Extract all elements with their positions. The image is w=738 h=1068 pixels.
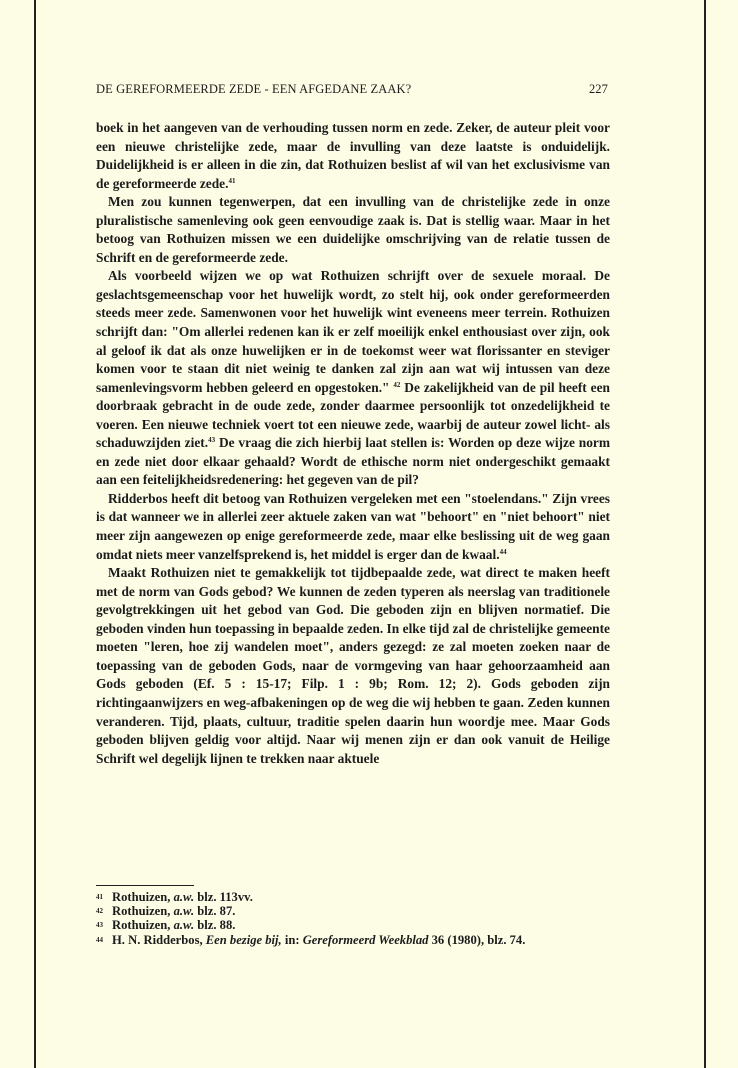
footnote	[96, 918, 610, 932]
footnote-text	[112, 933, 525, 947]
footnote-text-part: a.w.	[173, 918, 195, 933]
scan-border-right	[704, 0, 706, 1068]
page-number: 227	[588, 82, 608, 96]
body-text	[96, 119, 610, 768]
paragraph-text: Ridderbos heeft dit betoog van Rothuizen vergeleken met een "stoelendans." Zijn vrees is dat wanneer we in allerlei zeer aktuele zaken van wat "behoort" en "niet behoort" niet meer zijn aangewezen op enige gereformeerde zede, maar elke beslissing uit de weg gaan omdat niets meer vanzelfsprekend is, het middel is erger dan de kwaal.	[96, 490, 610, 562]
footnote-text-part: Gereformeerd Weekblad	[302, 932, 429, 947]
paragraph-text: Men zou kunnen tegenwerpen, dat een invulling van de christelijke zede in onze pluralistische samenleving ook geen eenvoudige zaak is. Dat is stellig waar. Maar in het betoog van Rothuizen missen we een duidelijke omschrijving van de relatie tussen de Schrift en de gereformeerde zede.	[96, 194, 610, 265]
footnote-marker: 42	[393, 380, 401, 389]
footnote-text	[112, 890, 253, 904]
footnote-text-part: in:	[281, 932, 303, 947]
paragraph	[96, 119, 610, 193]
footnote-text-part: blz. 87.	[194, 904, 236, 919]
footnote-text-part: 36 (1980), blz. 74.	[428, 932, 526, 947]
footnote-text	[112, 904, 235, 918]
paragraph-text: Als voorbeeld wijzen we op wat Rothuizen schrijft over de sexuele moraal. De geslachtsgemeenschap voor het huwelijk wordt, zo stelt hij, ook onder gereformeerden steeds meer zede. Samenwonen voor het huwelijk wint eveneens meer terrein. Rothuizen schrijft dan: "Om allerlei redenen kan ik er zelf moeilijk enkel enthousiast over zijn, ook al geloof ik dat als onze huwelijken er in de toekomst weer wat florissanter en steviger komen voor te staan dit niet weinig te danken zal zijn aan wat wij intussen van deze samenlevingsvorm hebben geleerd en opgestoken."	[96, 268, 610, 395]
footnote	[96, 890, 610, 904]
footnote	[96, 933, 610, 947]
scan-border-left	[34, 0, 36, 1068]
paragraph	[96, 490, 610, 564]
footnote-text-part: H. N. Ridderbos,	[112, 932, 206, 947]
footnote-text-part: blz. 88.	[194, 918, 236, 933]
footnote-text-part: Rothuizen,	[112, 904, 174, 919]
paragraph	[96, 564, 610, 768]
footnote-text-part: Rothuizen,	[112, 918, 174, 933]
footnotes	[96, 890, 610, 947]
footnote	[96, 904, 610, 918]
footnote-text-part: a.w.	[173, 890, 195, 904]
footnote-text-part: Een bezige bij,	[205, 932, 282, 947]
footnote-text-part: blz. 113vv.	[194, 890, 253, 904]
footnote-number: 43	[96, 921, 103, 930]
paragraph-text: De zakelijkheid van de pil heeft een doorbraak gebracht in de oude zede, zonder daarmee persoonlijk tot onzedelijkheid te voeren. Een nieuwe techniek voert tot een nieuwe zede, waarbij de auteur zowel licht- als schaduwzijden ziet.	[96, 379, 610, 451]
paragraph-text: De vraag die zich hierbij laat stellen is: Worden op deze wijze norm en zede niet door elkaar gehaald? Wordt de ethische norm niet ondergeschikt gemaakt aan een feitelijkheidsredenering: het gegeven van de pil?	[96, 435, 610, 488]
footnote-marker: 41	[228, 176, 236, 185]
page	[96, 82, 610, 768]
footnote-text-part: a.w.	[173, 904, 195, 919]
paragraph-text: Maakt Rothuizen niet te gemakkelijk tot tijdbepaalde zede, wat direct te maken heeft met de norm van Gods gebod? We kunnen de zeden typeren als neerslag van traditionele gevolgtrekkingen uit het gebod van God. Die geboden zijn en blijven normatief. Die geboden vinden hun toepassing in bepaalde zeden. In elke tijd zal de christelijke gemeente moeten "leren, hoe zij wandelen moet", anders gezegd: ze zal moeten zoeken naar de toepassing van de geboden Gods, naar de vormgeving van haar gehoorzaamheid aan Gods geboden (Ef. 5 : 15-17; Filp. 1 : 9b; Rom. 12; 2). Gods geboden zijn richtingaanwijzers en weg-afbakeningen op de weg die wij hebben te gaan. Zeden kunnen veranderen. Tijd, plaats, cultuur, traditie spelen daarin hun woordje mee. Maar Gods geboden blijven geldig voor altijd. Naar wij menen zijn er dan ook vanuit de Heilige Schrift wel degelijk lijnen te trekken naar aktuele	[96, 565, 610, 766]
footnote-rule	[96, 885, 194, 886]
running-head-title: DE GEREFORMEERDE ZEDE - EEN AFGEDANE ZAAK?	[96, 82, 412, 96]
paragraph-text: boek in het aangeven van de verhouding tussen norm en zede. Zeker, de auteur pleit voor een nieuwe christelijke zede, maar de invulling van deze laatste is onduidelijk. Duidelijkheid is er alleen in die zin, dat Rothuizen beslist af wil van het exclusivisme van de gereformeerde zede.	[96, 120, 610, 191]
paragraph	[96, 267, 610, 490]
footnote-text	[112, 918, 235, 932]
footnote-marker: 43	[208, 436, 216, 445]
footnote-number: 41	[96, 893, 103, 901]
running-head	[96, 82, 610, 97]
footnote-marker: 44	[499, 547, 507, 556]
footnote-number: 44	[96, 935, 103, 944]
footnote-text-part: Rothuizen,	[112, 890, 174, 904]
footnote-number: 42	[96, 907, 103, 916]
paragraph	[96, 193, 610, 267]
